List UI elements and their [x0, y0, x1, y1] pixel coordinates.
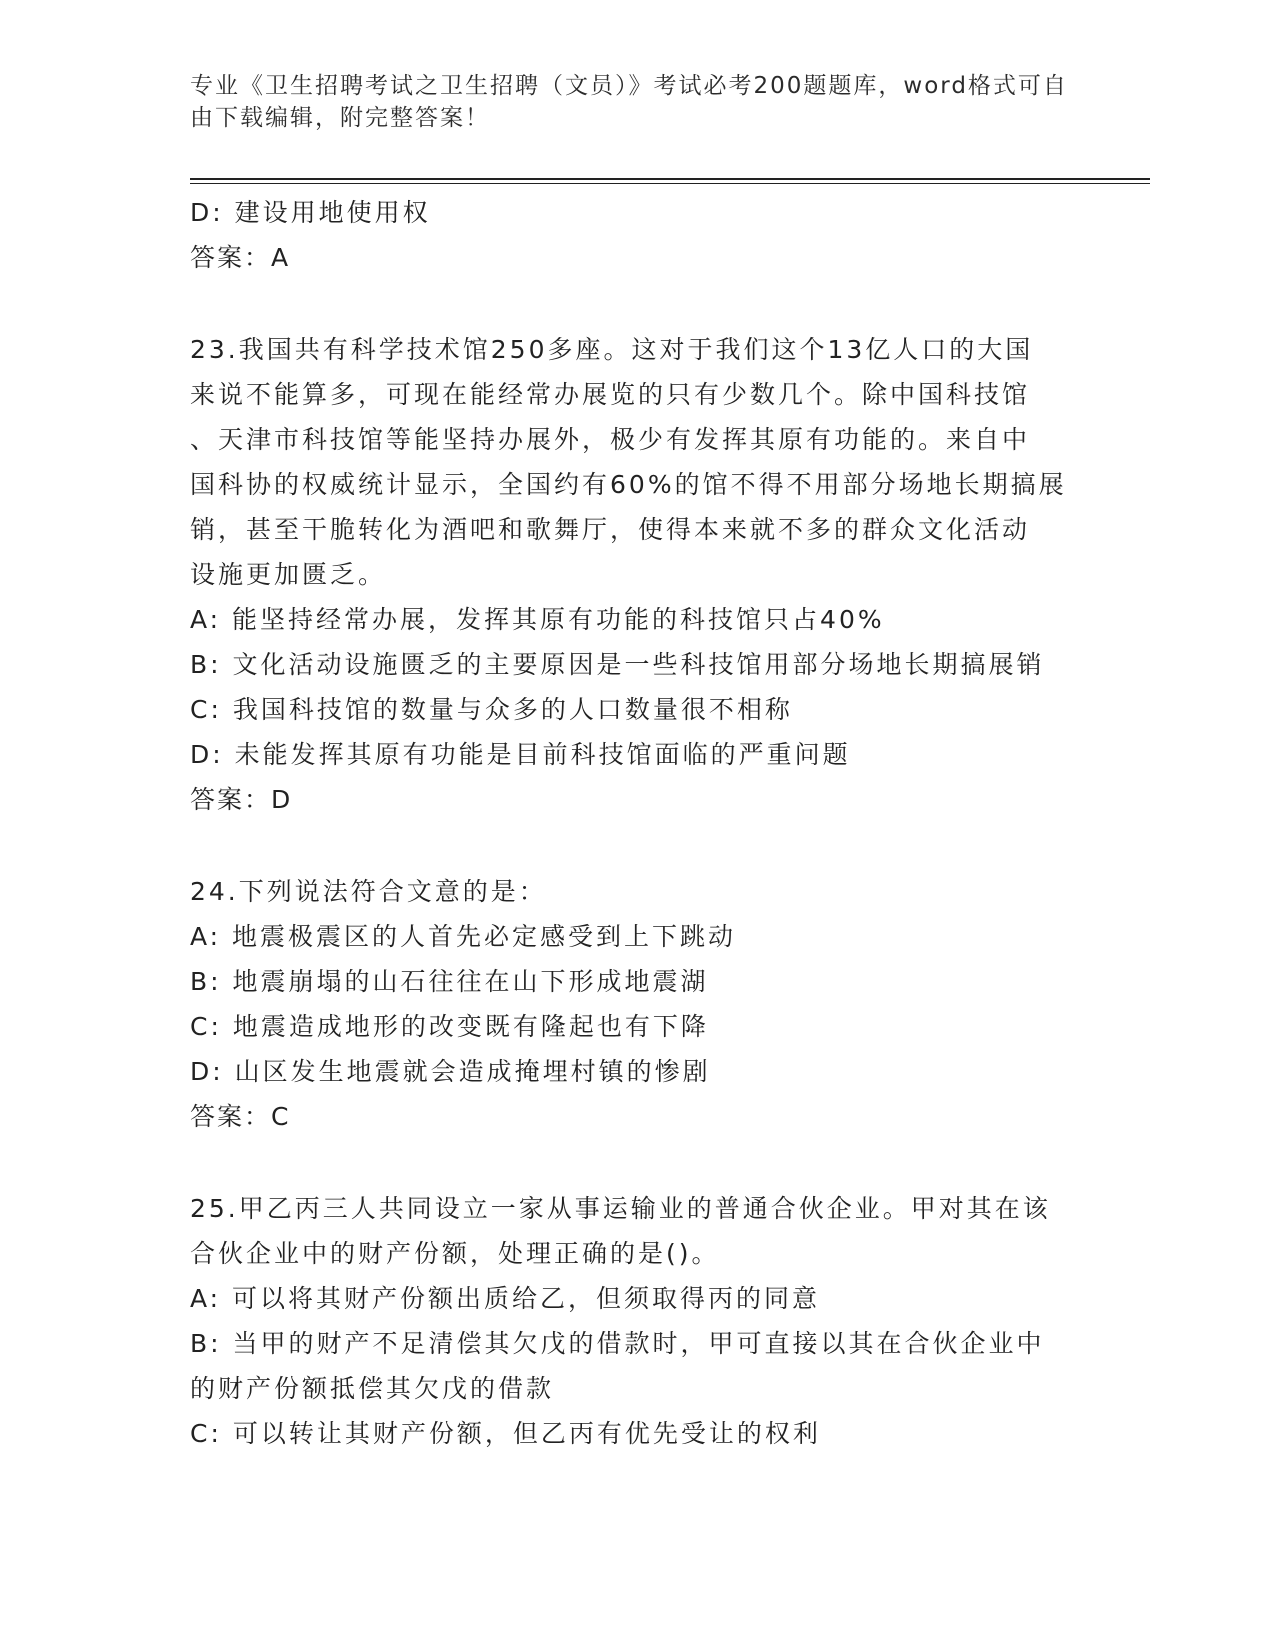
question-stem-line: 24.下列说法符合文意的是： — [190, 877, 547, 906]
question-stem-line: 销，甚至干脆转化为酒吧和歌舞厅，使得本来就不多的群众文化活动 — [190, 515, 1031, 544]
option-d: D: 未能发挥其原有功能是目前科技馆面临的严重问题 — [190, 740, 851, 769]
question-stem-line: 来说不能算多，可现在能经常办展览的只有少数几个。除中国科技馆 — [190, 380, 1031, 409]
option-d: D: 建设用地使用权 — [190, 198, 431, 227]
option-a: A: 地震极震区的人首先必定感受到上下跳动 — [190, 922, 737, 951]
option-c: C: 我国科技馆的数量与众多的人口数量很不相称 — [190, 695, 793, 724]
option-d: D: 山区发生地震就会造成掩埋村镇的惨剧 — [190, 1057, 711, 1086]
option-b: B: 文化活动设施匮乏的主要原因是一些科技馆用部分场地长期搞展销 — [190, 650, 1045, 679]
document-body — [190, 190, 1090, 1456]
option-c: C: 地震造成地形的改变既有隆起也有下降 — [190, 1012, 709, 1041]
option-a: A: 能坚持经常办展，发挥其原有功能的科技馆只占40% — [190, 605, 885, 634]
question-23 — [190, 327, 1090, 822]
header-line-1: 专业《卫生招聘考试之卫生招聘（文员）》考试必考200题题库，word格式可自 — [190, 73, 1068, 99]
option-b: B: 当甲的财产不足清偿其欠戊的借款时，甲可直接以其在合伙企业中 — [190, 1329, 1045, 1358]
header-line-2: 由下载编辑，附完整答案！ — [190, 105, 490, 131]
option-b-continued: 的财产份额抵偿其欠戊的借款 — [190, 1374, 555, 1403]
answer-line: 答案：A — [190, 243, 291, 272]
spacer — [190, 822, 1090, 869]
header-rule-thick — [190, 178, 1150, 180]
option-a: A: 可以将其财产份额出质给乙，但须取得丙的同意 — [190, 1284, 821, 1313]
prev-question-tail — [190, 190, 1090, 280]
question-stem-line: 设施更加匮乏。 — [190, 560, 387, 589]
question-stem-line: 25.甲乙丙三人共同设立一家从事运输业的普通合伙企业。甲对其在该 — [190, 1194, 1051, 1223]
page-header — [190, 70, 1090, 134]
question-stem-line: 国科协的权威统计显示，全国约有60%的馆不得不用部分场地长期搞展 — [190, 470, 1067, 499]
spacer — [190, 1139, 1090, 1186]
question-stem-line: 23.我国共有科学技术馆250多座。这对于我们这个13亿人口的大国 — [190, 335, 1034, 364]
spacer — [190, 280, 1090, 327]
answer-line: 答案：D — [190, 785, 293, 814]
question-stem-line: 、天津市科技馆等能坚持办展外，极少有发挥其原有功能的。来自中 — [190, 425, 1031, 454]
header-rule-thin — [190, 183, 1150, 184]
option-b: B: 地震崩塌的山石往往在山下形成地震湖 — [190, 967, 709, 996]
option-c: C: 可以转让其财产份额，但乙丙有优先受让的权利 — [190, 1419, 821, 1448]
question-stem-line: 合伙企业中的财产份额，处理正确的是()。 — [190, 1239, 720, 1268]
answer-line: 答案：C — [190, 1102, 291, 1131]
question-24 — [190, 869, 1090, 1139]
question-25 — [190, 1186, 1090, 1456]
